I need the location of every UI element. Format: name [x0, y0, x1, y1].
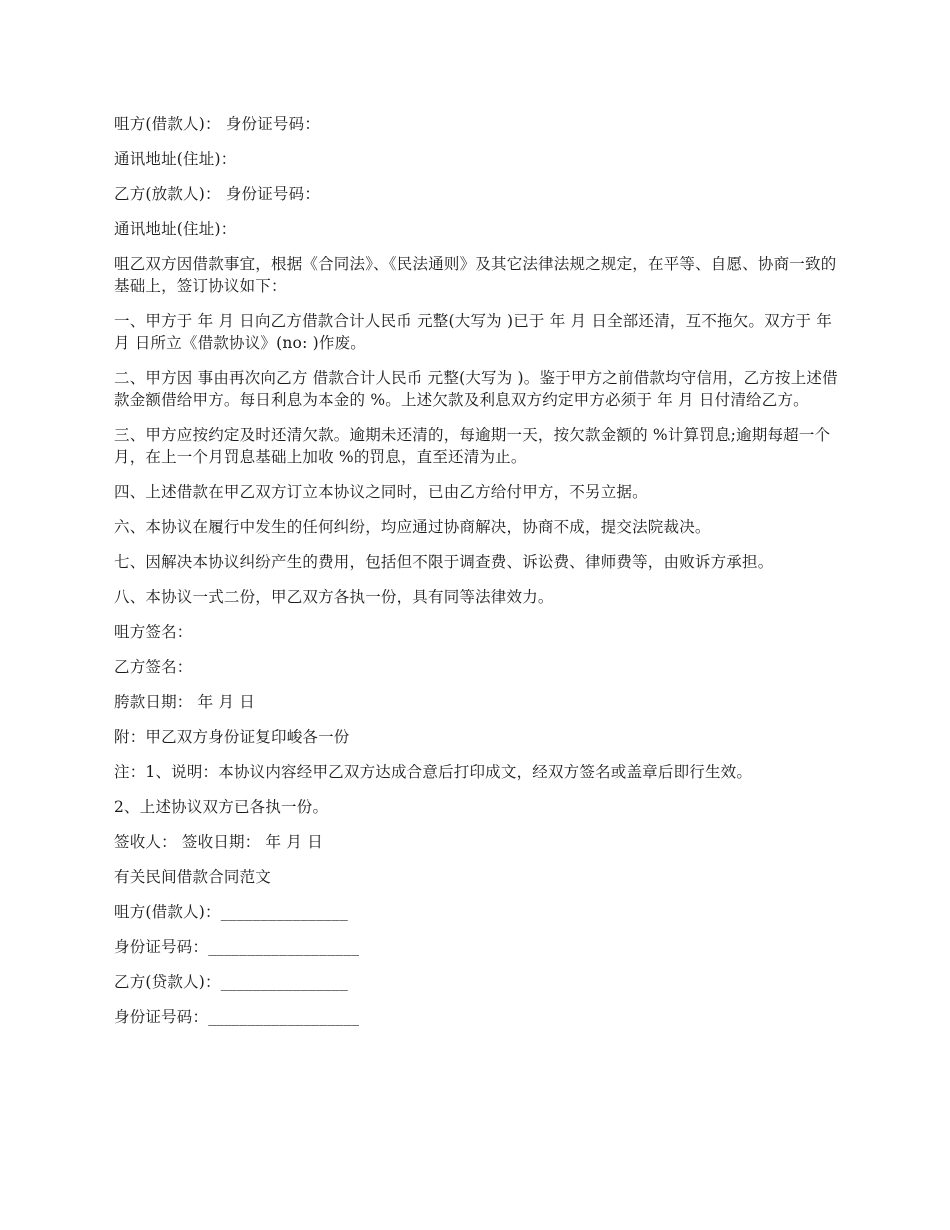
lender-id-fill-line: 身份证号码：___________________ — [114, 1008, 360, 1026]
lender-address-line: 通讯地址(住址)： — [114, 220, 237, 238]
section-heading: 有关民间借款合同范文 — [114, 868, 272, 886]
borrower-fill-line: 咀方(借款人)：________________ — [114, 903, 348, 921]
clause-2: 二、甲方因 事由再次向乙方 借款合计人民币 元整(大写为 )。鉴于甲方之前借款均守信用，乙方按上述借款金额借给甲方。每日利息为本金的 %。上述欠款及利息双方约定甲方必须于 年 月 日付清给乙方。 — [114, 369, 838, 409]
preamble-paragraph: 咀乙双方因借款事宜，根据《合同法》、《民法通则》及其它法律法规之规定，在平等、自愿、协商一致的基础上，签订协议如下： — [114, 255, 837, 295]
borrower-address-line: 通讯地址(住址)： — [114, 150, 237, 168]
lender-signature-line: 乙方签名： — [114, 658, 193, 676]
clause-7: 七、因解决本协议纠纷产生的费用，包括但不限于调查费、诉讼费、律师费等，由败诉方承担。 — [114, 553, 774, 571]
borrower-line: 咀方(借款人)： 身份证号码： — [114, 115, 321, 133]
loan-date-line: 胯款日期： 年 月 日 — [114, 693, 255, 711]
clause-8: 八、本协议一式二份，甲乙双方各执一份，具有同等法律效力。 — [114, 588, 554, 606]
clause-6: 六、本协议在履行中发生的任何纠纷，均应通过协商解决，协商不成，提交法院裁决。 — [114, 518, 711, 536]
clause-3: 三、甲方应按约定及时还清欠款。逾期未还清的，每逾期一天，按欠款金额的 %计算罚息;逾期每超一个月，在上一个月罚息基础上加收 %的罚息，直至还清为止。 — [114, 426, 831, 466]
borrower-id-fill-line: 身份证号码：___________________ — [114, 938, 360, 956]
attachment-note: 附：甲乙双方身份证复印峻各一份 — [114, 728, 350, 746]
note-1: 注：1、说明：本协议内容经甲乙双方达成合意后打印成文，经双方签名或盖章后即行生效。 — [114, 763, 753, 781]
clause-1: 一、甲方于 年 月 日向乙方借款合计人民币 元整(大写为 )已于 年 月 日全部还清，互不拖欠。双方于 年 月 日所立《借款协议》(no: )作废。 — [114, 312, 838, 352]
receipt-line: 签收人： 签收日期： 年 月 日 — [114, 833, 323, 851]
lender-line: 乙方(放款人)： 身份证号码： — [114, 185, 321, 203]
clause-4: 四、上述借款在甲乙双方订立本协议之同时，已由乙方给付甲方，不另立据。 — [114, 483, 648, 501]
note-2: 2、上述协议双方已各执一份。 — [114, 798, 329, 816]
borrower-signature-line: 咀方签名： — [114, 623, 193, 641]
lender-fill-line: 乙方(贷款人)：________________ — [114, 973, 348, 991]
document-body — [114, 113, 844, 1041]
